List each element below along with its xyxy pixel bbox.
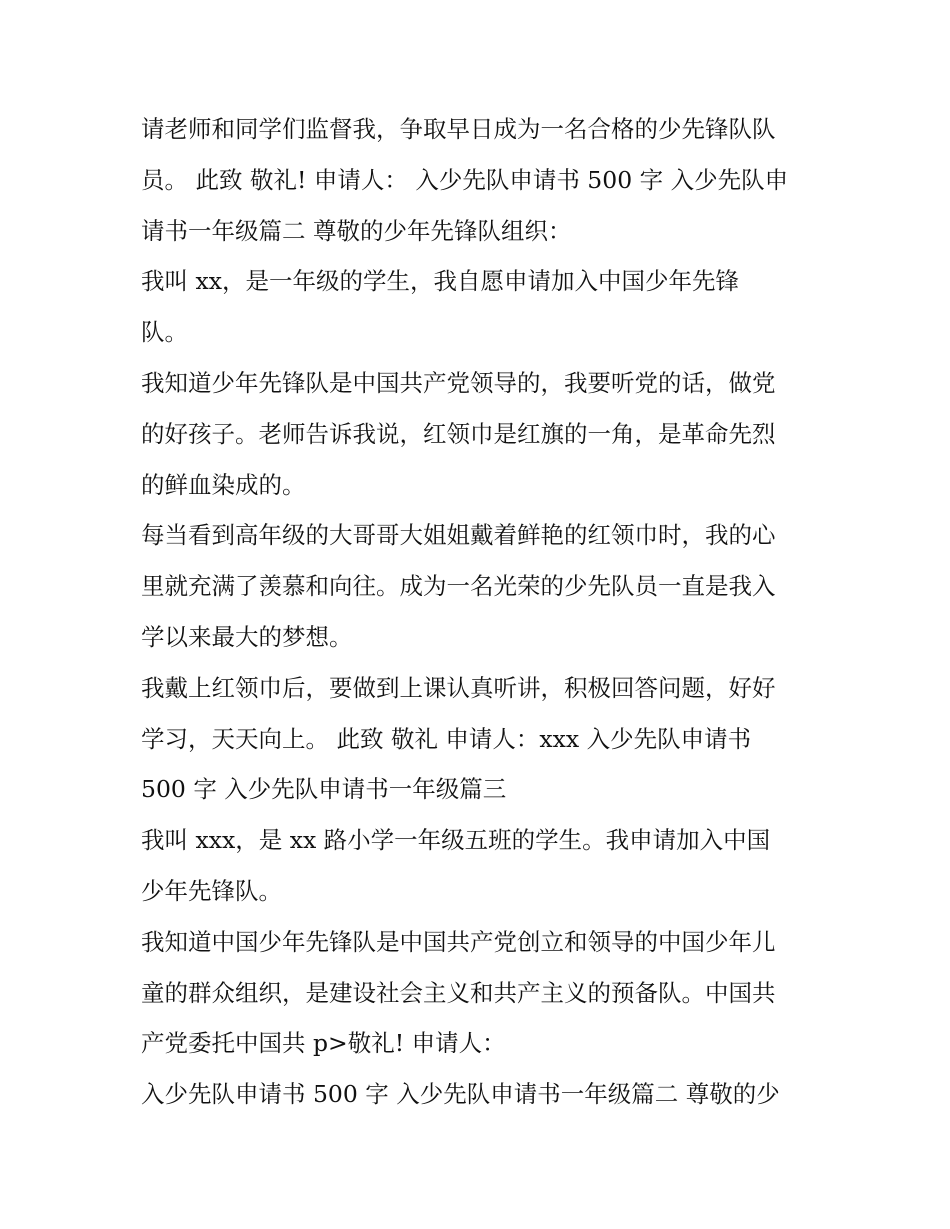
text-line: 我知道中国少年先锋队是中国共产党创立和领导的中国少年儿 — [141, 927, 776, 956]
text-line: 学习，天天向上。 此致 敬礼 申请人：xxx 入少先队申请书 — [141, 724, 752, 753]
text-line: 员。 此致 敬礼! 申请人： 入少先队申请书 500 字 入少先队申 — [141, 165, 789, 194]
text-line: 我叫 xx，是一年级的学生，我自愿申请加入中国少年先锋 — [141, 267, 739, 296]
text-line: 请书一年级篇二 尊敬的少年先锋队组织： — [141, 216, 572, 245]
text-line: 每当看到高年级的大哥哥大姐姐戴着鲜艳的红领巾时，我的心 — [141, 521, 776, 550]
text-line: 少年先锋队。 — [141, 876, 282, 905]
text-line: 入少先队申请书 500 字 入少先队申请书一年级篇二 尊敬的少 — [141, 1080, 780, 1109]
text-line: 请老师和同学们监督我，争取早日成为一名合格的少先锋队队 — [141, 115, 776, 143]
text-line: 学以来最大的梦想。 — [141, 622, 353, 651]
text-line: 童的群众组织，是建设社会主义和共产主义的预备队。中国共 — [141, 978, 776, 1007]
text-line: 里就充满了羡慕和向往。成为一名光荣的少先队员一直是我入 — [141, 572, 776, 601]
document-body — [141, 104, 821, 1120]
text-line: 的鲜血染成的。 — [141, 470, 306, 499]
text-line: 我叫 xxx，是 xx 路小学一年级五班的学生。我申请加入中国 — [141, 826, 771, 855]
text-line: 我戴上红领巾后，要做到上课认真听讲，积极回答问题，好好 — [141, 673, 776, 702]
text-line: 产党委托中国共 p>敬礼! 申请人： — [141, 1029, 506, 1058]
text-line: 500 字 入少先队申请书一年级篇三 — [141, 775, 507, 804]
text-line: 队。 — [141, 318, 188, 347]
text-line: 我知道少年先锋队是中国共产党领导的，我要听党的话，做党 — [141, 368, 776, 397]
text-line: 的好孩子。老师告诉我说，红领巾是红旗的一角，是革命先烈 — [141, 419, 776, 448]
